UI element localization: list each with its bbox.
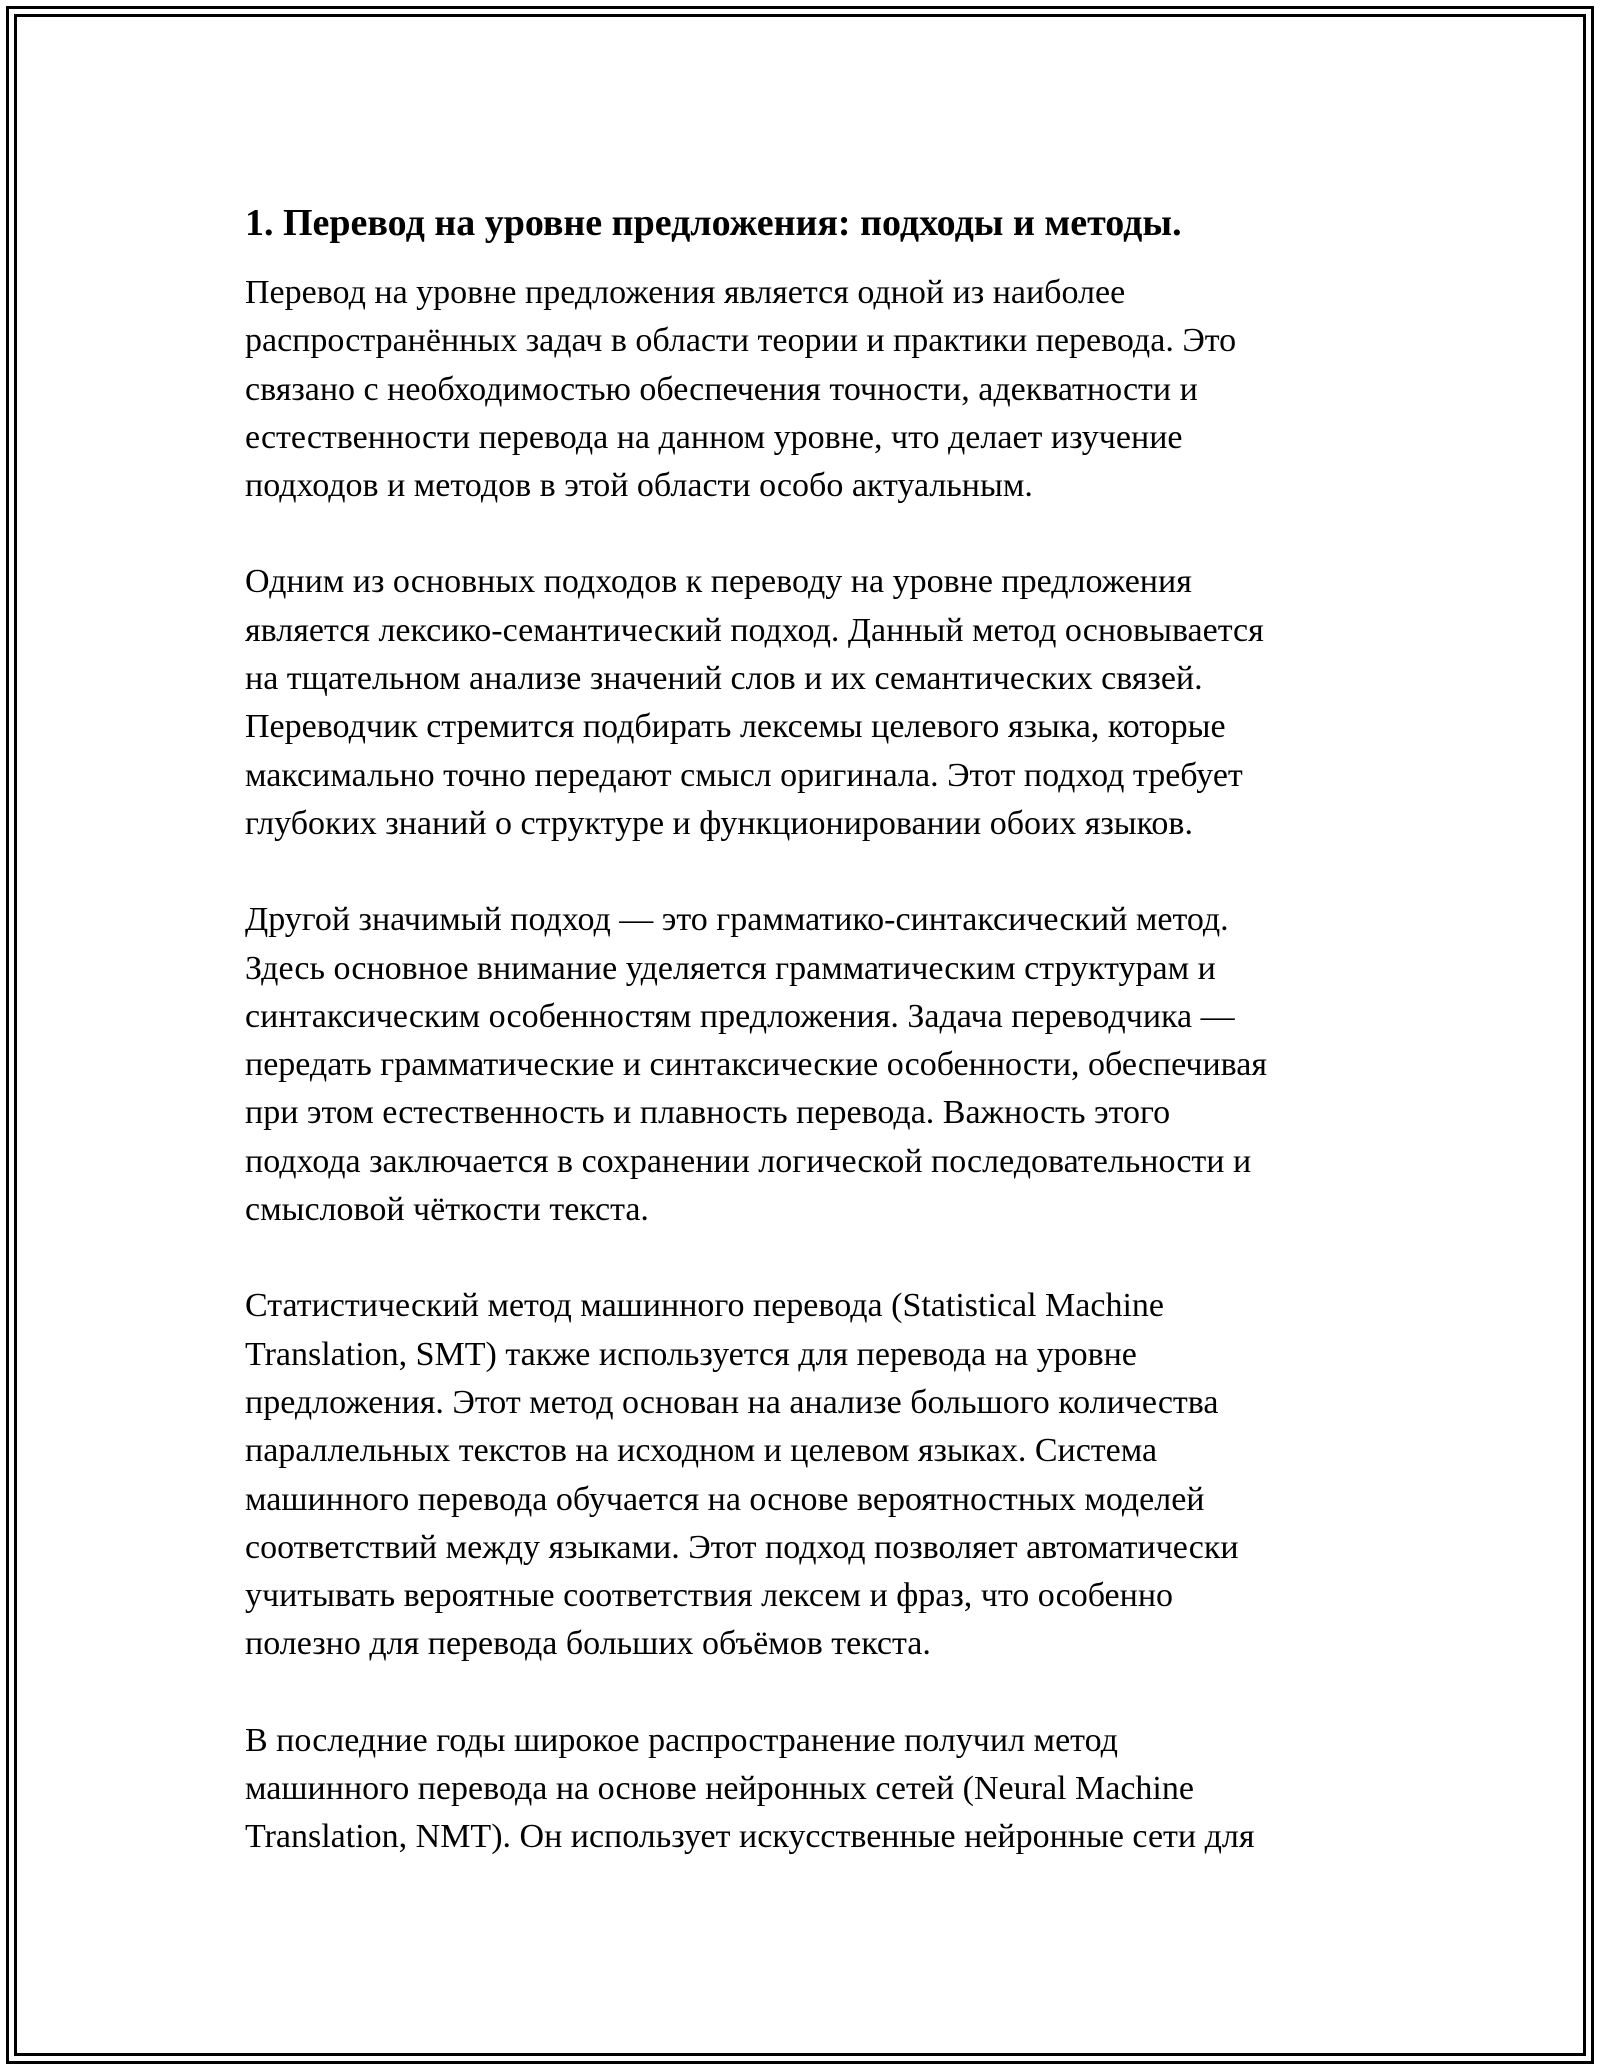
text-line: при этом естественность и плавность перевода. Важность этого <box>245 1094 1171 1132</box>
text-line: на тщательном анализе значений слов и их семантических связей. <box>245 660 1203 698</box>
text-line: Другой значимый подход — это грамматико-синтаксический метод. <box>245 901 1229 939</box>
text-line: предложения. Этот метод основан на анализе большого количества <box>245 1383 1219 1421</box>
text-line: Translation, NMT). Он использует искусственные нейронные сети для <box>245 1818 1255 1856</box>
paragraph-1 <box>245 269 1385 510</box>
text-line: подходов и методов в этой области особо актуальным. <box>245 467 1033 505</box>
text-line: параллельных текстов на исходном и целевом языках. Система <box>245 1432 1158 1470</box>
text-line: распространённых задач в области теории и практики перевода. Это <box>245 322 1237 360</box>
page-frame <box>6 6 1594 2064</box>
text-line: максимально точно передают смысл оригинала. Этот подход требует <box>245 756 1243 794</box>
text-line: естественности перевода на данном уровне, что делает изучение <box>245 418 1183 456</box>
text-line: Статистический метод машинного перевода (Statistical Machine <box>245 1287 1164 1325</box>
text-line: Translation, SMT) также используется для перевода на уровне <box>245 1335 1137 1373</box>
text-line: глубоких знаний о структуре и функционировании обоих языков. <box>245 804 1193 842</box>
document-body <box>245 199 1385 1910</box>
text-line: машинного перевода на основе нейронных сетей (Neural Machine <box>245 1770 1194 1808</box>
paragraph-4 <box>245 1282 1385 1668</box>
text-line: связано с необходимостью обеспечения точности, адекватности и <box>245 370 1198 408</box>
text-line: Переводчик стремится подбирать лексемы целевого языка, которые <box>245 708 1226 746</box>
text-line: синтаксическим особенностям предложения. Задача переводчика — <box>245 997 1235 1035</box>
text-line: подхода заключается в сохранении логической последовательности и <box>245 1142 1252 1180</box>
paragraph-5 <box>245 1717 1385 1862</box>
text-line: Одним из основных подходов к переводу на уровне предложения <box>245 563 1192 601</box>
text-line: учитывать вероятные соответствия лексем и фраз, что особенно <box>245 1577 1174 1615</box>
section-heading: 1. Перевод на уровне предложения: подходы и методы. <box>245 202 1182 244</box>
text-line: полезно для перевода больших объёмов текста. <box>245 1625 931 1663</box>
text-line: является лексико-семантический подход. Данный метод основывается <box>245 611 1264 649</box>
text-line: передать грамматические и синтаксические особенности, обеспечивая <box>245 1046 1267 1084</box>
paragraph-2 <box>245 558 1385 848</box>
text-line: машинного перевода обучается на основе вероятностных моделей <box>245 1480 1205 1518</box>
text-line: Перевод на уровне предложения является одной из наиболее <box>245 274 1126 311</box>
text-line: соответствий между языками. Этот подход позволяет автоматически <box>245 1528 1239 1566</box>
paragraph-3 <box>245 896 1385 1234</box>
text-line: Здесь основное внимание уделяется грамматическим структурам и <box>245 949 1216 987</box>
text-line: смысловой чёткости текста. <box>245 1191 649 1229</box>
text-line: В последние годы широкое распространение получил метод <box>245 1721 1118 1759</box>
